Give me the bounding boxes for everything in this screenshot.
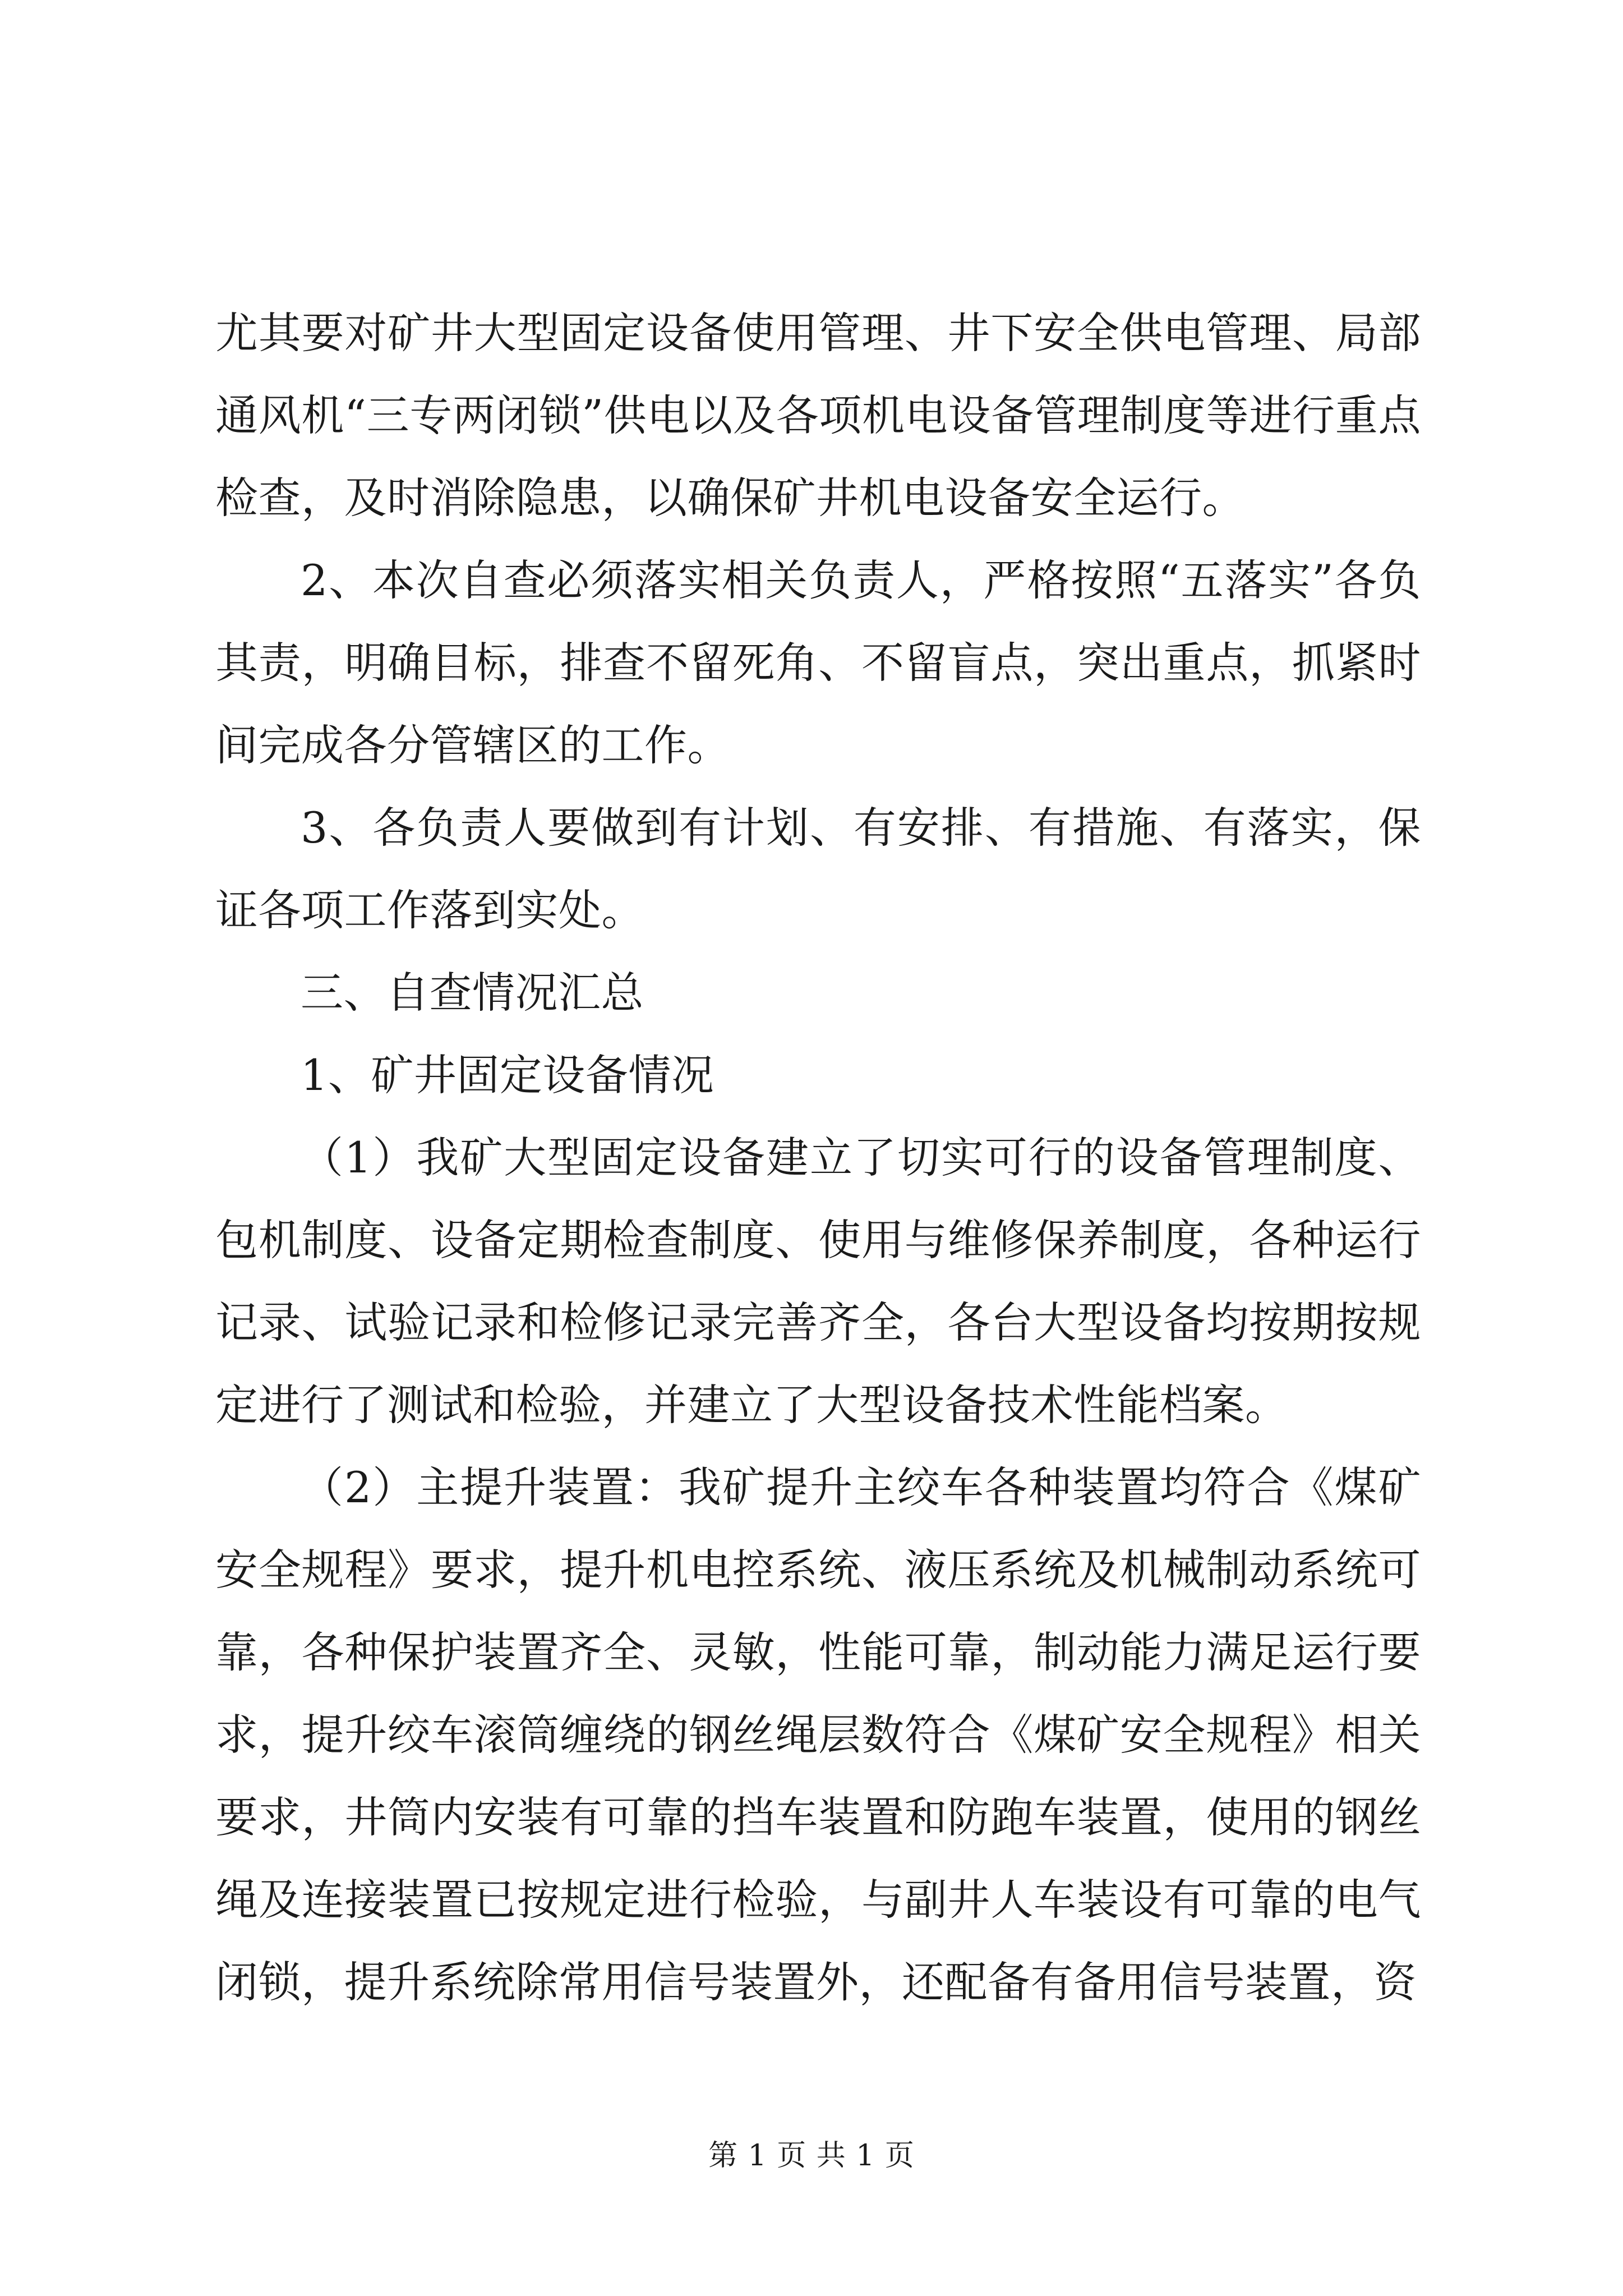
document-body: [215, 292, 1421, 2023]
subsection-heading-1: 1、矿井固定设备情况: [301, 1050, 714, 1100]
paragraph-2: 2、本次自查必须落实相关负责人，严格按照“五落实”各负其责，明确目标，排查不留死角、不留盲点，突出重点，抓紧时间完成各分管辖区的工作。: [215, 555, 1421, 770]
page-footer: 第 1 页 共 1 页: [708, 2139, 915, 2173]
paragraph-3: 3、各负责人要做到有计划、有安排、有措施、有落实，保证各项工作落到实处。: [215, 803, 1421, 935]
section-heading-3: 三、自查情况汇总: [301, 968, 644, 1018]
paragraph-1: 尤其要对矿井大型固定设备使用管理、井下安全供电管理、局部通风机“三专两闭锁”供电以及各项机电设备管理制度等进行重点检查，及时消除隐患，以确保矿井机电设备安全运行。: [215, 308, 1421, 523]
paragraph-item-1: （1）我矿大型固定设备建立了切实可行的设备管理制度、包机制度、设备定期检查制度、使用与维修保养制度，各种运行记录、试验记录和检修记录完善齐全，各台大型设备均按期按规定进行了测试和检验，并建立了大型设备技术性能档案。: [215, 1133, 1421, 1430]
paragraph-item-2: （2）主提升装置：我矿提升主绞车各种装置均符合《煤矿安全规程》要求，提升机电控系统、液压系统及机械制动系统可靠，各种保护装置齐全、灵敏，性能可靠，制动能力满足运行要求，提升绞车滚筒缠绕的钢丝绳层数符合《煤矿安全规程》相关要求，井筒内安装有可靠的挡车装置和防跑车装置，使用的钢丝绳及连接装置已按规定进行检验，与副井人车装设有可靠的电气闭锁，提升系统除常用信号装置外，还配备有备用信号装置，资: [215, 1462, 1421, 2007]
